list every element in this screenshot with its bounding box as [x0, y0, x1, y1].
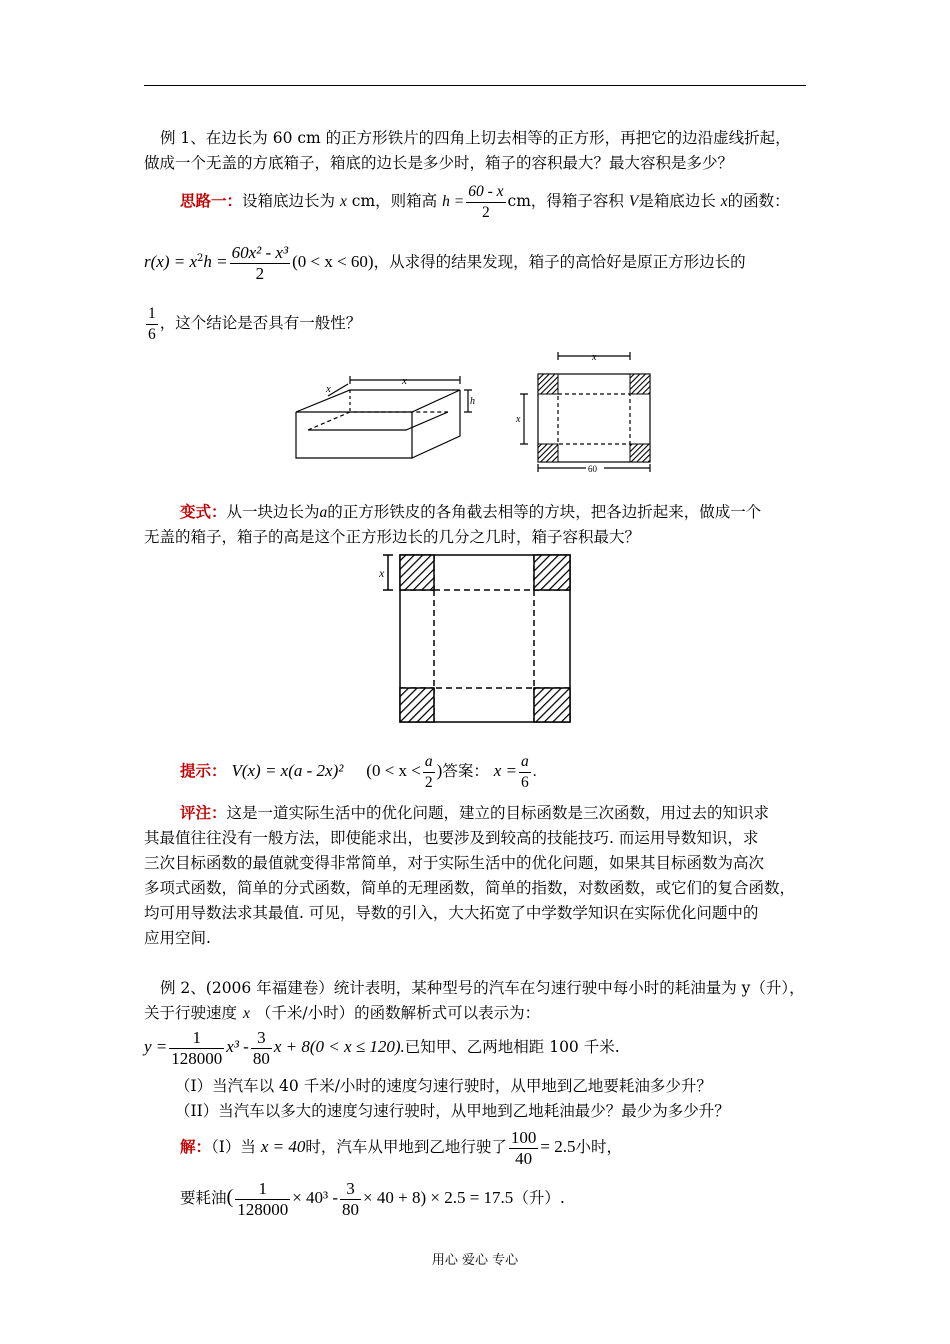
ex2-solution-line: 解：（I）当 x = 40时，汽车从甲地到乙地行驶了 $\frac{100}{40}$ = 2.5小时，: [180, 1127, 622, 1168]
fig1-x-label: x: [402, 375, 407, 387]
a-half-fraction: $\frac{a}{2}$: [424, 752, 433, 791]
ex1-intro-line1: 例 1、在边长为 60 cm 的正方形铁片的四角上切去相等的正方形，再把它的边沿虚线折起，: [160, 129, 791, 147]
fig3-x-label: x: [379, 566, 385, 580]
corner-cut-tr: [630, 374, 650, 394]
fraction-3-80: $\frac{3}{80}$: [252, 1027, 270, 1068]
comment-line3: 三次目标函数的最值就变得非常简单，对于实际生活中的优化问题，如果其目标函数为高次: [144, 854, 765, 872]
comment-label: 评注：: [180, 803, 227, 822]
comment-line4: 多项式函数，简单的分式函数，简单的无理函数，简单的指数，对数函数，或它们的复合函数，: [144, 879, 796, 897]
variant-line2: 无盖的箱子，箱子的高是这个正方形边长的几分之几时，箱子容积最大？: [144, 528, 641, 546]
corner-cut-br: [630, 444, 650, 462]
solution-label: 解：: [180, 1137, 212, 1156]
ex2-question2: （II）当汽车以多大的速度匀速行驶时，从甲地到乙地耗油最少？最少为多少升？: [175, 1102, 730, 1120]
comment-line6: 应用空间.: [144, 929, 211, 947]
ex2-line2: 关于行驶速度 x （千米/小时）的函数解析式可以表示为：: [144, 1004, 541, 1022]
comment-line5: 均可用导数法求其最值. 可见，导数的引入，大大拓宽了中学数学知识在实际优化问题中的: [144, 904, 759, 922]
fig1-x-side-label: x: [326, 383, 331, 395]
ex2-fuel-calc: 要耗油( $\frac{1}{128000}$ × 40³ - $\frac{3}{80}$ × 40 + 8) × 2.5 = 17.5（升）.: [180, 1178, 565, 1219]
box-3d-figure: [288, 372, 478, 464]
a-sixth-fraction: $\frac{a}{6}$: [521, 752, 529, 791]
ex1-intro-line2: 做成一个无盖的方底箱子，箱底的边长是多少时，箱子的容积最大？最大容积是多少？: [144, 154, 734, 172]
corner-cut-tl: [538, 374, 558, 394]
ex1-sixth-line: $\frac{1}{6}$ ，这个结论是否具有一般性？: [148, 304, 362, 343]
hint-line: 提示： V(x) = x(a - 2x)² (0 < x < $\frac{a}{2}$ )答案： x = $\frac{a}{6}$ .: [180, 752, 537, 791]
one-sixth-fraction: $\frac{1}{6}$: [148, 304, 156, 343]
comment-line2: 其最值往往没有一般方法，即使能求出，也要涉及到较高的技能技巧. 而运用导数知识，求: [144, 829, 759, 847]
ex2-line1: 例 2、(2006 年福建卷）统计表明，某种型号的汽车在匀速行驶中每小时的耗油量为 y（升），: [160, 979, 805, 997]
fig1-h-label: h: [470, 396, 475, 407]
variant-line1: 变式：从一块边长为a的正方形铁皮的各角截去相等的方块，把各边折起来，做成一个: [180, 502, 762, 521]
fraction-100-40: $\frac{100}{40}$: [510, 1127, 537, 1168]
height-fraction: $\frac{60 - x}{2}$: [468, 182, 504, 221]
corner-cut-bl: [538, 444, 558, 462]
ex1-volume-line: $r(x) = x^2h$ = $\frac{\text{60x² - x³}}{2}$ (0 < x < 60)，从求得的结果发现，箱子的高恰好是原正方形边长的: [144, 242, 746, 283]
ex2-question1: （I）当汽车以 40 千米/小时的速度匀速行驶时，从甲地到乙地要耗油多少升？: [175, 1077, 712, 1095]
fuel-fraction-3-80: $\frac{3}{80}$: [342, 1178, 360, 1219]
hint-label: 提示：: [180, 761, 227, 780]
ex2-fuel-function: y = $\frac{1}{128000}$ x³ - $\frac{3}{80}$ x + 8(0 < x ≤ 120).已知甲、乙两地相距 100 千米.: [144, 1027, 620, 1068]
variant-net-figure: [376, 550, 576, 726]
variant-corner-br: [534, 688, 570, 722]
idea-label: 思路一：: [180, 191, 243, 210]
volume-fraction: $\frac{\text{60x² - x³}}{2}$: [231, 242, 289, 283]
fig2-x-side-label: x: [516, 414, 521, 425]
comment-line1: 评注：这是一道实际生活中的优化问题，建立的目标函数是三次函数，用过去的知识求: [180, 803, 770, 822]
variant-corner-bl: [400, 688, 434, 722]
ex1-idea-line: 思路一：设箱底边长为 x cm，则箱高 h = $\frac{60 - x}{2}$ cm，得箱子容积 V是箱底边长 x的函数：: [180, 182, 790, 221]
fraction-1-128000: $\frac{1}{128000}$: [171, 1027, 223, 1068]
page-footer: 用心 爱心 专心: [431, 1253, 519, 1268]
variant-corner-tl: [400, 555, 434, 590]
variant-corner-tr: [534, 555, 570, 590]
fuel-fraction-1-128000: $\frac{1}{128000}$: [237, 1178, 289, 1219]
fig2-60-label: 60: [588, 464, 597, 474]
fig2-x-label: x: [592, 352, 597, 363]
box-net-figure: [514, 352, 654, 476]
variant-label: 变式：: [180, 502, 227, 521]
header-rule: [144, 85, 806, 86]
